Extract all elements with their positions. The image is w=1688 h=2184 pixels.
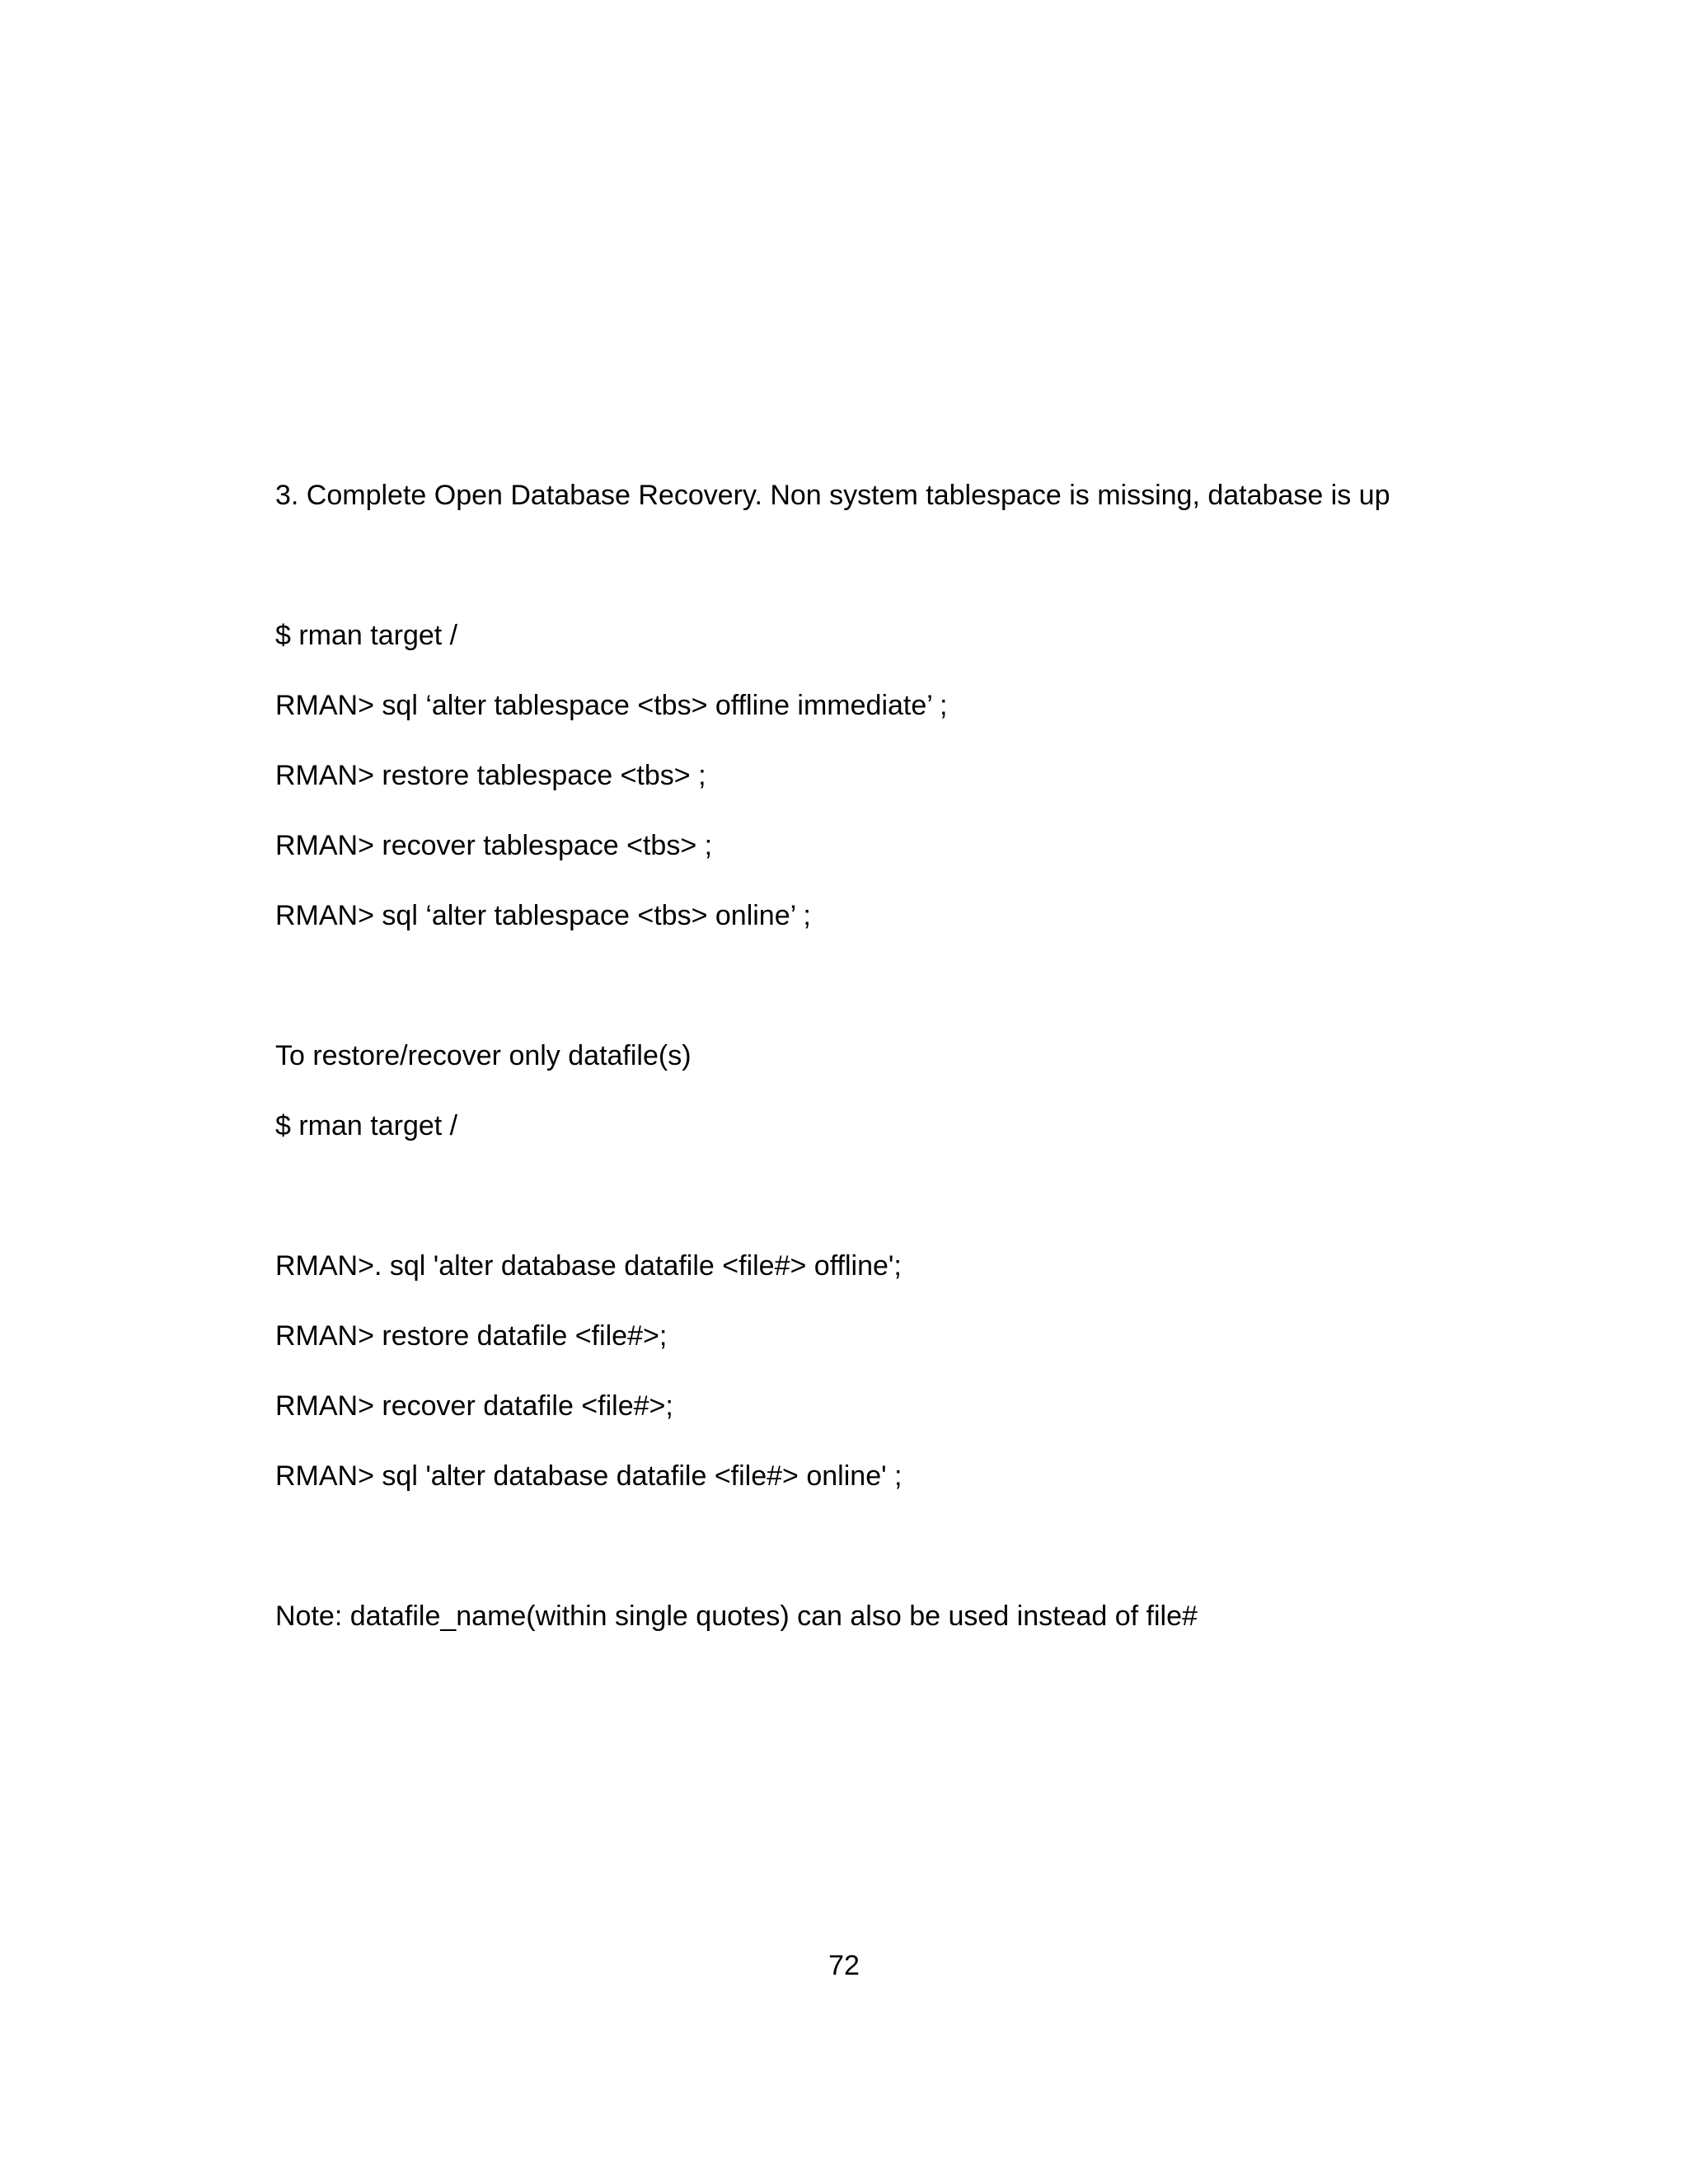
command-line: RMAN> recover tablespace <tbs> ; [275,830,713,861]
command-line: RMAN> restore tablespace <tbs> ; [275,760,706,791]
command-line: $ rman target / [275,1110,458,1141]
command-line: RMAN> recover datafile <file#>; [275,1390,673,1422]
command-line: RMAN> sql ‘alter tablespace <tbs> online’ ; [275,900,811,931]
command-line: RMAN>. sql 'alter database datafile <file#> offline'; [275,1250,902,1282]
command-line: $ rman target / [275,620,458,651]
section-heading: 3. Complete Open Database Recovery. Non system tablespace is missing, database is up [275,480,1390,511]
page-number: 72 [828,1950,860,1981]
command-line: RMAN> restore datafile <file#>; [275,1320,668,1352]
command-line: RMAN> sql 'alter database datafile <file#> online' ; [275,1460,903,1492]
command-line: RMAN> sql ‘alter tablespace <tbs> offline immediate’ ; [275,690,948,721]
subsection-title: To restore/recover only datafile(s) [275,1040,692,1071]
note-text: Note: datafile_name(within single quotes) can also be used instead of file# [275,1601,1198,1632]
